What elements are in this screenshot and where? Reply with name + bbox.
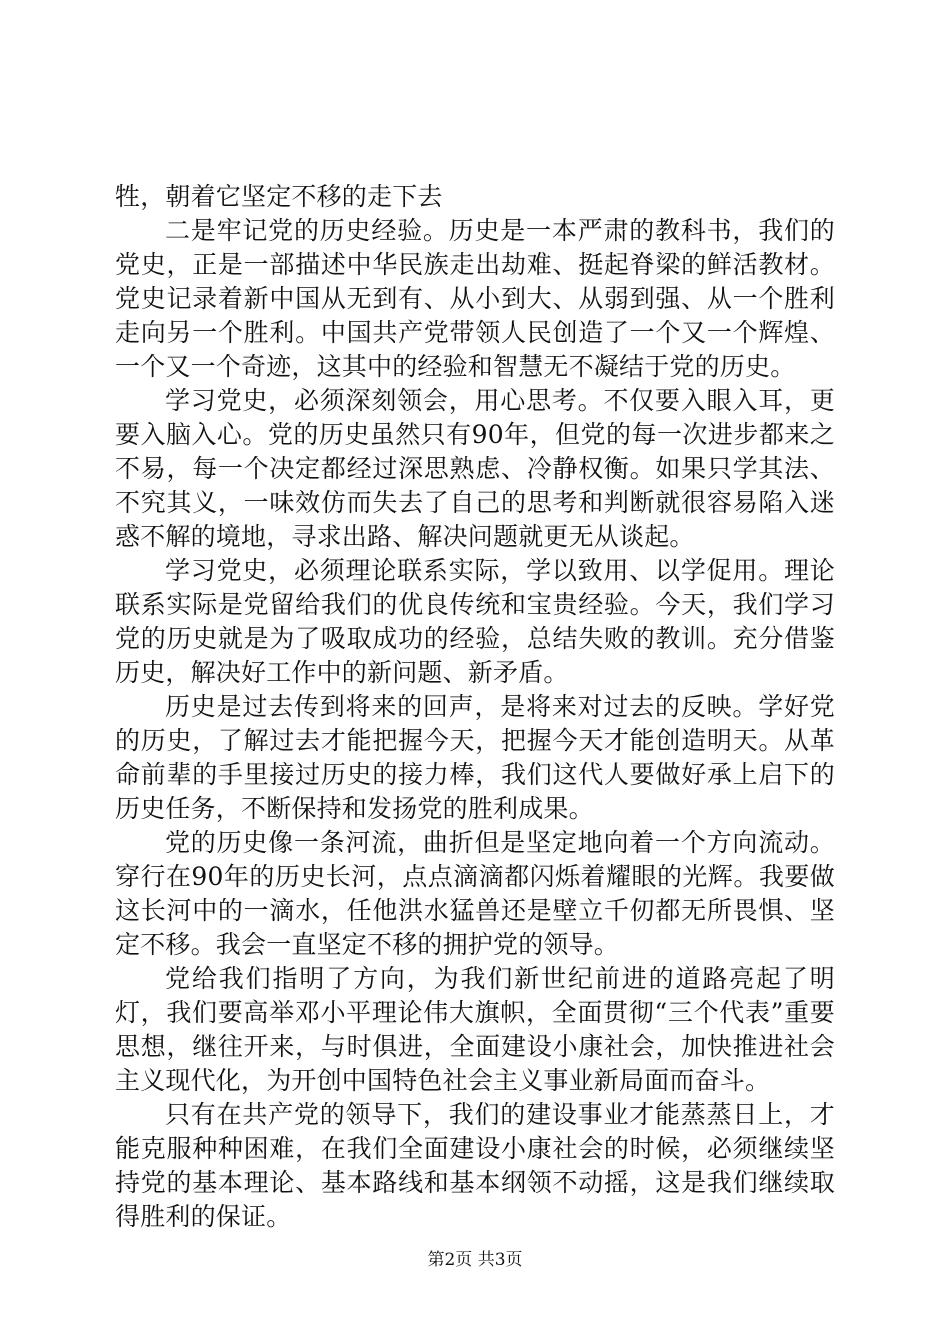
paragraph-5: 历史是过去传到将来的回声，是将来对过去的反映。学好党的历史，了解过去才能把握今天，把握今天才能创造明天。从革命前辈的手里接过历史的接力棒，我们这代人要做好承上启下的历史任务，不断保持和发扬党的胜利成果。 — [115, 692, 835, 823]
paragraph-3: 学习党史，必须深刻领会，用心思考。不仅要入眼入耳，更要入脑入心。党的历史虽然只有90年，但党的每一次进步都来之不易，每一个决定都经过深思熟虑、冷静权衡。如果只学其法、不究其义，一味效仿而失去了自己的思考和判断就很容易陷入迷惑不解的境地，寻求出路、解决问题就更无从谈起。 — [115, 386, 835, 551]
document-body — [115, 180, 835, 1234]
paragraph-2: 二是牢记党的历史经验。历史是一本严肃的教科书，我们的党史，正是一部描述中华民族走出劫难、挺起脊梁的鲜活教材。党史记录着新中国从无到有、从小到大、从弱到强、从一个胜利走向另一个胜利。中国共产党带领人民创造了一个又一个辉煌、一个又一个奇迹，这其中的经验和智慧无不凝结于党的历史。 — [115, 216, 835, 381]
paragraph-4: 学习党史，必须理论联系实际，学以致用、以学促用。理论联系实际是党留给我们的优良传统和宝贵经验。今天，我们学习党的历史就是为了吸取成功的经验，总结失败的教训。充分借鉴历史，解决好工作中的新问题、新矛盾。 — [115, 556, 835, 687]
paragraph-6: 党的历史像一条河流，曲折但是坚定地向着一个方向流动。穿行在90年的历史长河，点点滴滴都闪烁着耀眼的光辉。我要做这长河中的一滴水，任他洪水猛兽还是壁立千仞都无所畏惧、坚定不移。我会一直坚定不移的拥护党的领导。 — [115, 828, 835, 959]
paragraph-1: 牲，朝着它坚定不移的走下去 — [115, 182, 443, 211]
page-number-footer: 第2页 共3页 — [427, 1250, 523, 1270]
paragraph-7: 党给我们指明了方向，为我们新世纪前进的道路亮起了明灯，我们要高举邓小平理论伟大旗帜，全面贯彻“三个代表”重要思想，继往开来，与时俱进，全面建设小康社会，加快推进社会主义现代化，为开创中国特色社会主义事业新局面而奋斗。 — [115, 964, 835, 1095]
paragraph-8: 只有在共产党的领导下，我们的建设事业才能蒸蒸日上，才能克服种种困难，在我们全面建设小康社会的时候，必须继续坚持党的基本理论、基本路线和基本纲领不动摇，这是我们继续取得胜利的保证。 — [115, 1100, 835, 1231]
